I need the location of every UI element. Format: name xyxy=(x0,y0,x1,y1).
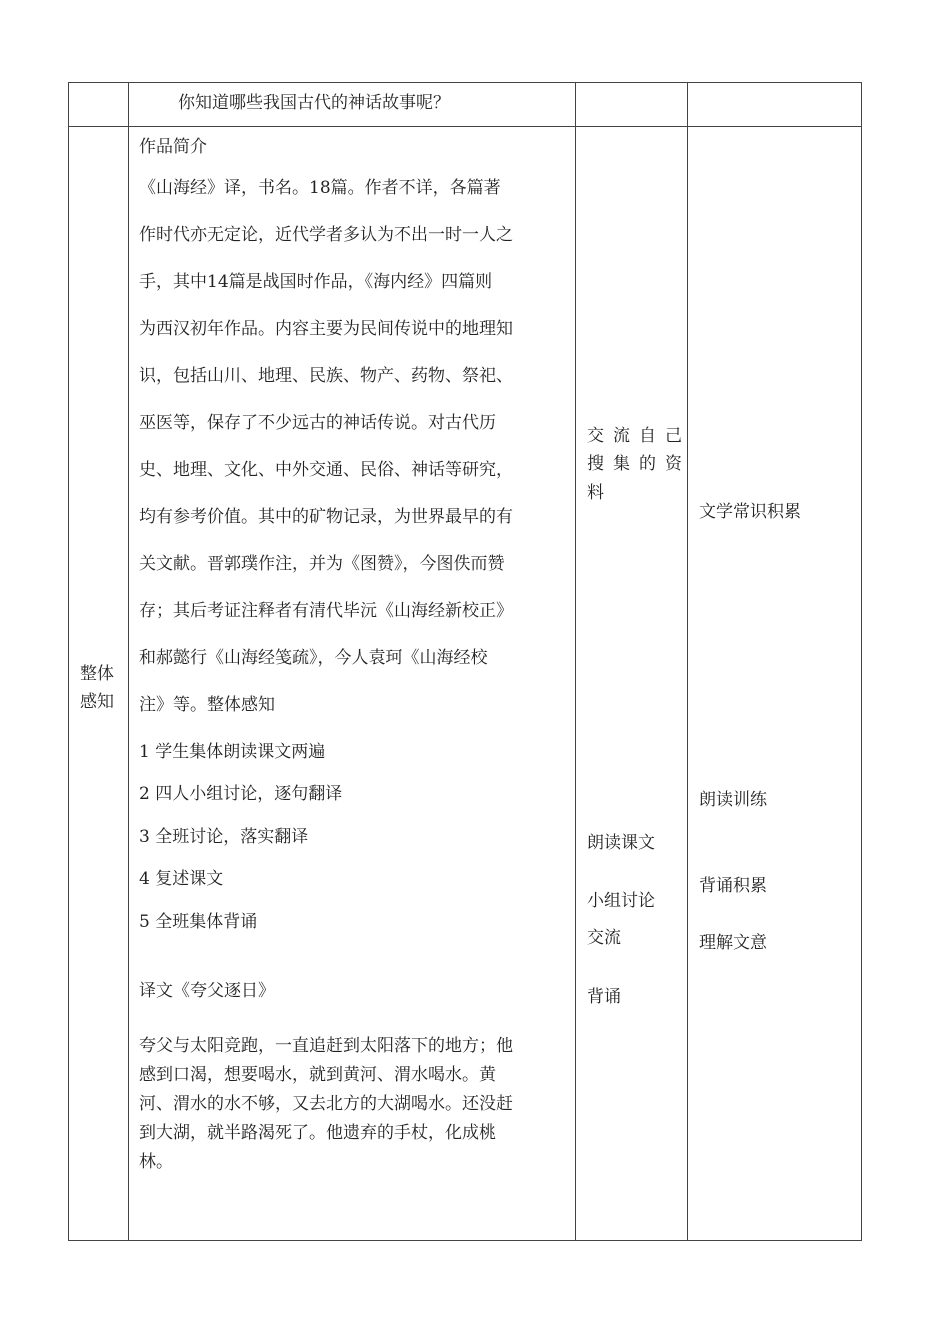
column-divider-3 xyxy=(687,82,688,1241)
step-item: 2 四人小组讨论，逐句翻译 xyxy=(139,784,343,804)
intro-line: 巫医等，保存了不少远古的神话传说。对古代历 xyxy=(139,413,496,433)
intro-line: 为西汉初年作品。内容主要为民间传说中的地理知 xyxy=(139,319,513,339)
column-divider-1 xyxy=(128,82,129,1241)
section-label-line1: 整体 xyxy=(80,664,114,684)
intro-line: 均有参考价值。其中的矿物记录，为世界最早的有 xyxy=(139,507,513,527)
section-label-line2: 感知 xyxy=(80,692,114,712)
activity-group-line1: 小组讨论 xyxy=(587,891,655,911)
activity-share-line1: 交流自己 xyxy=(587,426,691,446)
activity-read-aloud: 朗读课文 xyxy=(587,833,655,853)
activity-share-line3: 料 xyxy=(587,483,604,503)
translation-title: 译文《夸父逐日》 xyxy=(139,981,275,1001)
intro-line: 存；其后考证注释者有清代毕沅《山海经新校正》 xyxy=(139,601,513,621)
table-bottom-border xyxy=(68,1240,862,1241)
row-divider xyxy=(68,126,862,127)
intro-line: 《山海经》译，书名。18篇。作者不详，各篇著 xyxy=(139,178,501,198)
intro-line: 史、地理、文化、中外交通、民俗、神话等研究， xyxy=(139,460,513,480)
step-item: 3 全班讨论，落实翻译 xyxy=(139,827,309,847)
step-item: 1 学生集体朗读课文两遍 xyxy=(139,742,326,762)
activity-share-line2: 搜集的资 xyxy=(587,454,691,474)
intro-line: 关文献。晋郭璞作注，并为《图赞》，今图佚而赞 xyxy=(139,554,505,574)
translation-line: 夸父与太阳竞跑，一直追赶到太阳落下的地方；他 xyxy=(139,1036,513,1056)
table-left-border xyxy=(68,82,69,1241)
translation-line: 感到口渴，想要喝水，就到黄河、渭水喝水。黄 xyxy=(139,1065,496,1085)
intro-question: 你知道哪些我国古代的神话故事呢？ xyxy=(178,93,450,113)
activity-recite: 背诵 xyxy=(587,987,621,1007)
intro-line: 手，其中14篇是战国时作品，《海内经》四篇则 xyxy=(139,272,493,292)
translation-line: 河、渭水的水不够，又去北方的大湖喝水。还没赶 xyxy=(139,1094,513,1114)
intent-comprehension: 理解文意 xyxy=(699,933,767,953)
translation-line: 到大湖，就半路渴死了。他遗弃的手杖，化成桃 xyxy=(139,1123,496,1143)
intro-line: 和郝懿行《山海经笺疏》，今人袁珂《山海经校 xyxy=(139,648,488,668)
intro-line: 作时代亦无定论，近代学者多认为不出一时一人之 xyxy=(139,225,513,245)
table-right-border xyxy=(861,82,862,1241)
intent-recitation: 背诵积累 xyxy=(699,876,767,896)
step-item: 4 复述课文 xyxy=(139,869,224,889)
intent-reading-training: 朗读训练 xyxy=(699,790,767,810)
translation-line: 林。 xyxy=(139,1152,173,1172)
intro-heading: 作品简介 xyxy=(139,137,207,157)
intent-literary-knowledge: 文学常识积累 xyxy=(699,502,801,522)
step-item: 5 全班集体背诵 xyxy=(139,912,258,932)
table-top-border xyxy=(68,82,862,83)
activity-group-line2: 交流 xyxy=(587,928,621,948)
column-divider-2 xyxy=(575,82,576,1241)
intro-line: 识，包括山川、地理、民族、物产、药物、祭祀、 xyxy=(139,366,513,386)
intro-line: 注》等。整体感知 xyxy=(139,695,275,715)
